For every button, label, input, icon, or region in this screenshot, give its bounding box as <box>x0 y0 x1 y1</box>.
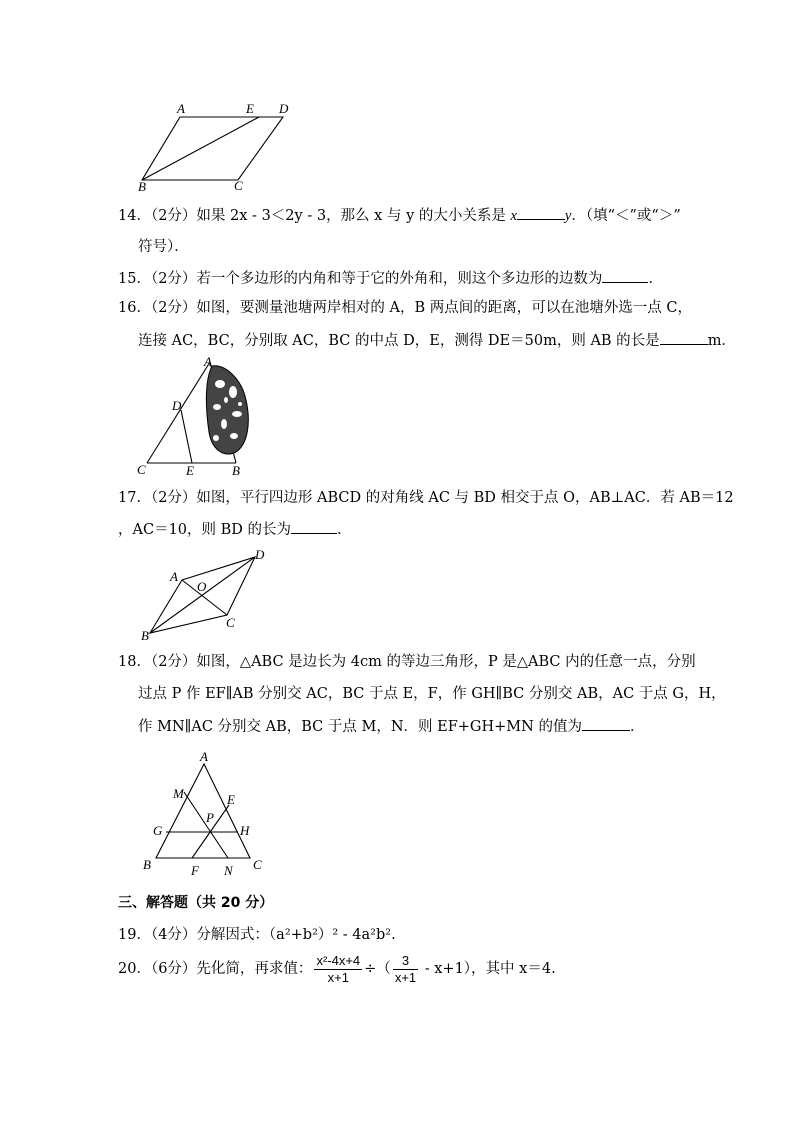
parallelogram-figure-q17 <box>135 545 275 645</box>
label-m: M <box>173 786 184 801</box>
label-c: C <box>226 615 235 630</box>
parallelogram-abcd <box>142 117 283 180</box>
question-15: 15．（2分）若一个多边形的内角和等于它的外角和，则这个多边形的边数为 ． <box>118 268 663 289</box>
pond-figure-q16 <box>130 352 270 482</box>
parallelogram-figure-q13 <box>130 100 310 195</box>
label-d: D <box>279 101 289 116</box>
diagonal-bd <box>150 557 255 633</box>
label-e: E <box>246 101 254 116</box>
question-18-line3: 作 MN∥AC 分别交 AB，BC 于点 M，N．则 EF+GH+MN 的值为 ． <box>138 716 644 737</box>
label-a: A <box>204 354 212 369</box>
label-c: C <box>234 178 243 193</box>
segment-mn <box>184 792 228 858</box>
question-19: 19．（4分）分解因式：（a²+b²）² - 4a²b². <box>118 927 396 943</box>
label-d: D <box>255 547 265 562</box>
fraction-2: $\frac{3}{x+1}$ <box>394 952 417 985</box>
answer-blank-16[interactable] <box>660 330 708 345</box>
question-14-line2: 符号）． <box>138 239 189 255</box>
label-c: C <box>253 857 262 872</box>
answer-blank-15[interactable] <box>602 268 648 283</box>
label-a: A <box>200 749 208 764</box>
label-b: B <box>232 463 240 478</box>
answer-blank-14[interactable] <box>517 205 565 220</box>
fraction-1: $\frac{\text{x²-4x+4}}{x+1}$ <box>316 952 361 985</box>
label-b: B <box>138 179 146 194</box>
label-h: H <box>240 823 250 838</box>
label-n: N <box>224 863 233 878</box>
label-f: F <box>191 863 199 878</box>
answer-blank-17[interactable] <box>291 519 337 534</box>
question-17-line1: 17．（2分）如图，平行四边形 ABCD 的对角线 AC 与 BD 相交于点 O，AB⊥AC．若 AB＝12 <box>118 490 734 506</box>
question-16-line2: 连接 AC，BC，分别取 AC，BC 的中点 D，E，测得 DE＝50m，则 AB 的长是 m． <box>138 330 736 351</box>
label-b: B <box>143 857 151 872</box>
label-e: E <box>227 792 235 807</box>
answer-blank-18[interactable] <box>582 716 630 731</box>
section-title: 三、解答题（共 20 分） <box>118 895 274 911</box>
question-20: 20．（6分）先化简，再求值： $\frac{\text{x²-4x+4}}{x+1}$ ÷（ $\frac{3}{x+1}$ - x+1），其中 x＝4. <box>118 952 556 985</box>
label-g: G <box>153 823 163 838</box>
label-a: A <box>177 101 185 116</box>
question-14: 14．（2分）如果 2x - 3＜2y - 3，那么 x 与 y 的大小关系是 x y．（填“＜”或“＞” <box>118 205 681 226</box>
segment-de <box>181 410 192 463</box>
question-16-line1: 16．（2分）如图，要测量池塘两岸相对的 A，B 两点间的距离，可以在池塘外选一点 C， <box>118 300 692 316</box>
label-b: B <box>141 628 149 643</box>
label-p: P <box>206 810 214 825</box>
question-18-line2: 过点 P 作 EF∥AB 分别交 AC，BC 于点 E，F，作 GH∥BC 分别交 AB，AC 于点 G，H， <box>138 686 726 702</box>
segment-be <box>142 117 259 180</box>
label-o: O <box>197 579 207 594</box>
question-17-line2: ，AC＝10，则 BD 的长为 ． <box>118 519 352 540</box>
pond-image <box>206 366 248 454</box>
label-d: D <box>172 398 182 413</box>
triangle-figure-q18 <box>138 748 278 883</box>
label-a: A <box>170 569 178 584</box>
label-e: E <box>186 463 194 478</box>
label-c: C <box>137 462 146 477</box>
question-18-line1: 18．（2分）如图，△ABC 是边长为 4cm 的等边三角形，P 是△ABC 内的任意一点，分别 <box>118 654 696 670</box>
